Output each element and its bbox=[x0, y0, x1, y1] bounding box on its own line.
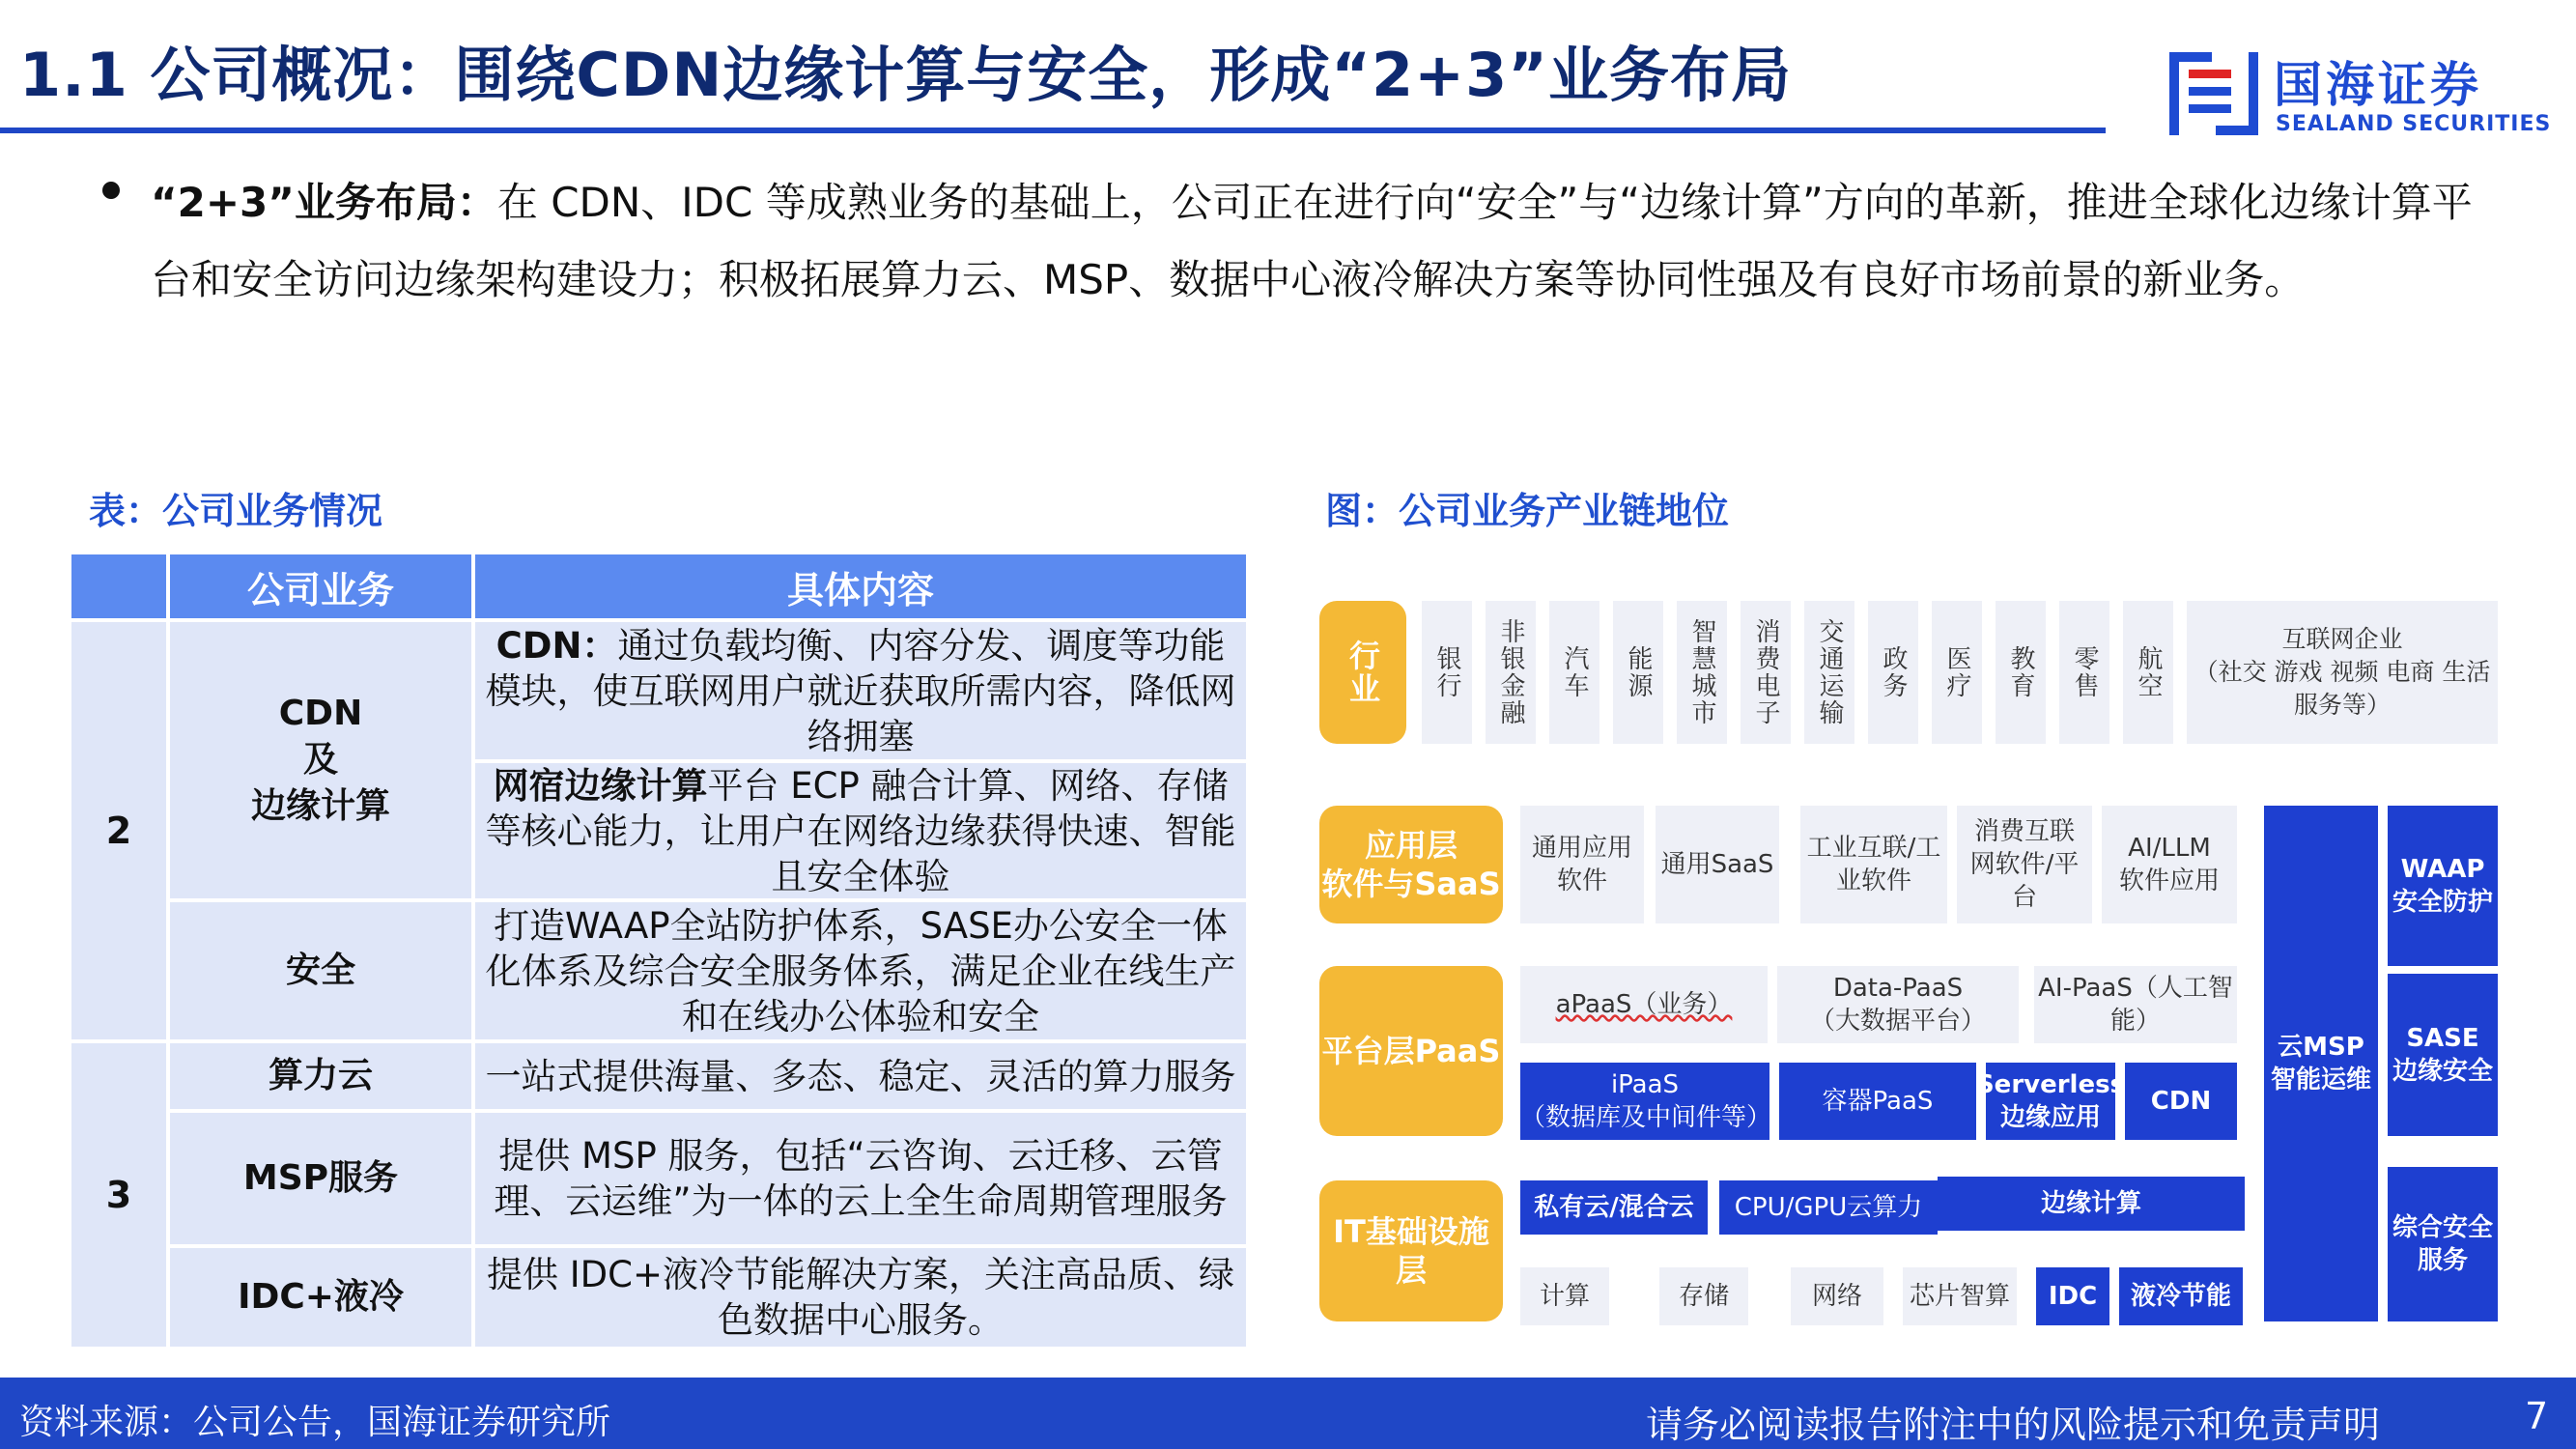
industry-item: 医疗 bbox=[1932, 601, 1982, 744]
disclaimer: 请务必阅读报告附注中的风险提示和免责声明 bbox=[1646, 1404, 2381, 1446]
industry-item: 非银金融 bbox=[1486, 601, 1536, 744]
description-lead: CDN： bbox=[495, 624, 618, 667]
cloud-msp-column: 云MSP 智能运维 bbox=[2264, 806, 2378, 1321]
industry-item-internet: 互联网企业 （社交 游戏 视频 电商 生活服务等） bbox=[2187, 601, 2498, 744]
industry-item: 汽车 bbox=[1549, 601, 1599, 744]
diagram-caption: 图：公司业务产业链地位 bbox=[1325, 490, 1730, 532]
infra-item-highlight: 边缘计算 bbox=[1938, 1177, 2245, 1231]
logo-text-cn: 国海证券 bbox=[2274, 57, 2482, 113]
table-caption: 表：公司业务情况 bbox=[89, 490, 383, 532]
infra-item: 存储 bbox=[1659, 1267, 1748, 1325]
industry-item: 航空 bbox=[2123, 601, 2173, 744]
paas-item-highlight: CDN bbox=[2125, 1063, 2237, 1140]
group-number: 3 bbox=[71, 1043, 166, 1347]
sase-box: SASE 边缘安全 bbox=[2388, 974, 2498, 1136]
app-layer-item: 消费互联 网软件/平 台 bbox=[1957, 806, 2092, 923]
industry-item: 交通运输 bbox=[1804, 601, 1854, 744]
business-description: 打造WAAP全站防护体系，SASE办公安全一体化体系及综合安全服务体系，满足企业在线生产和在线办公体验和安全 bbox=[475, 902, 1246, 1039]
paragraph-text: 在 CDN、IDC 等成熟业务的基础上，公司正在进行向“安全”与“边缘计算”方向的革新，推进全球化边缘计算平台和安全访问边缘架构建设力；积极拓展算力云、MSP、数据中心液冷解决方案等协同性强及有良好市场前景的新业务。 bbox=[151, 179, 2473, 303]
business-table bbox=[71, 554, 1246, 1347]
business-description: 提供 IDC+液冷节能解决方案，关注高品质、绿色数据中心服务。 bbox=[475, 1248, 1246, 1347]
waap-box: WAAP 安全防护 bbox=[2388, 806, 2498, 966]
business-name: 安全 bbox=[170, 902, 471, 1039]
industry-item: 消费电子 bbox=[1741, 601, 1791, 744]
table-header-content: 具体内容 bbox=[475, 554, 1246, 618]
business-description: CDN：通过负载均衡、内容分发、调度等功能模块，使互联网用户就近获取所需内容，降低网络拥塞 bbox=[475, 622, 1246, 759]
business-name: MSP服务 bbox=[170, 1113, 471, 1244]
industry-item: 零售 bbox=[2059, 601, 2109, 744]
infra-item-highlight: 液冷节能 bbox=[2119, 1267, 2243, 1325]
app-layer-item: 通用应用 软件 bbox=[1520, 806, 1644, 923]
paas-item: aPaaS（业务） bbox=[1520, 966, 1768, 1043]
infra-item: 芯片智算 bbox=[1903, 1267, 2017, 1325]
paas-item-highlight: Serverless 边缘应用 bbox=[1986, 1063, 2115, 1140]
app-layer-label: 应用层 软件与SaaS bbox=[1319, 806, 1503, 923]
app-layer-item: AI/LLM 软件应用 bbox=[2102, 806, 2237, 923]
security-service-box: 综合安全 服务 bbox=[2388, 1167, 2498, 1321]
page-title: 1.1 公司概况：围绕CDN边缘计算与安全，形成“2+3”业务布局 bbox=[19, 40, 1792, 110]
industry-label: 行业 bbox=[1319, 601, 1406, 744]
business-description: 一站式提供海量、多态、稳定、灵活的算力服务 bbox=[475, 1043, 1246, 1109]
company-logo bbox=[2166, 46, 2562, 143]
bullet-dot bbox=[102, 182, 120, 199]
paas-item: Data-PaaS （大数据平台） bbox=[1777, 966, 2019, 1043]
business-name: IDC+液冷 bbox=[170, 1248, 471, 1347]
paas-item: AI-PaaS（人工智能） bbox=[2034, 966, 2237, 1043]
business-description: 网宿边缘计算平台 ECP 融合计算、网络、存储等核心能力，让用户在网络边缘获得快速、智能且安全体验 bbox=[475, 763, 1246, 898]
infra-item-highlight: 私有云/混合云 bbox=[1520, 1180, 1708, 1235]
infra-item: 计算 bbox=[1520, 1267, 1609, 1325]
title-underline bbox=[0, 128, 2106, 133]
industry-item: 能源 bbox=[1613, 601, 1663, 744]
table-header-blank bbox=[71, 554, 166, 618]
table-header-business: 公司业务 bbox=[170, 554, 471, 618]
page-number: 7 bbox=[2525, 1395, 2549, 1437]
paas-layer-label: 平台层PaaS bbox=[1319, 966, 1503, 1136]
infra-item-highlight: IDC bbox=[2036, 1267, 2109, 1325]
business-description: 提供 MSP 服务，包括“云咨询、云迁移、云管理、云运维”为一体的云上全生命周期管理服务 bbox=[475, 1113, 1246, 1244]
industry-chain-diagram bbox=[1319, 601, 2498, 1321]
app-layer-item: 工业互联/工 业软件 bbox=[1800, 806, 1947, 923]
business-name: 算力云 bbox=[170, 1043, 471, 1109]
paragraph-lead: “2+3”业务布局： bbox=[151, 179, 497, 226]
logo-text-en: SEALAND SECURITIES bbox=[2276, 112, 2552, 136]
infra-item-highlight: CPU/GPU云算力 bbox=[1719, 1180, 1938, 1235]
industry-item: 政务 bbox=[1868, 601, 1918, 744]
paas-item-highlight: 容器PaaS bbox=[1779, 1063, 1976, 1140]
industry-item: 智慧城市 bbox=[1677, 601, 1727, 744]
industry-item: 教育 bbox=[1996, 601, 2046, 744]
infra-layer-label: IT基础设施层 bbox=[1319, 1180, 1503, 1321]
business-name: CDN 及 边缘计算 bbox=[170, 622, 471, 898]
source-note: 资料来源：公司公告，国海证券研究所 bbox=[19, 1403, 611, 1442]
description-lead: 网宿边缘计算 bbox=[493, 764, 708, 807]
group-number: 2 bbox=[71, 622, 166, 1039]
app-layer-item: 通用SaaS bbox=[1656, 806, 1779, 923]
business-layout-paragraph bbox=[151, 164, 2488, 319]
industry-item: 银行 bbox=[1422, 601, 1472, 744]
paas-item-highlight: iPaaS （数据库及中间件等） bbox=[1520, 1063, 1769, 1140]
sealand-logo-icon bbox=[2166, 46, 2262, 139]
infra-item: 网络 bbox=[1791, 1267, 1883, 1325]
